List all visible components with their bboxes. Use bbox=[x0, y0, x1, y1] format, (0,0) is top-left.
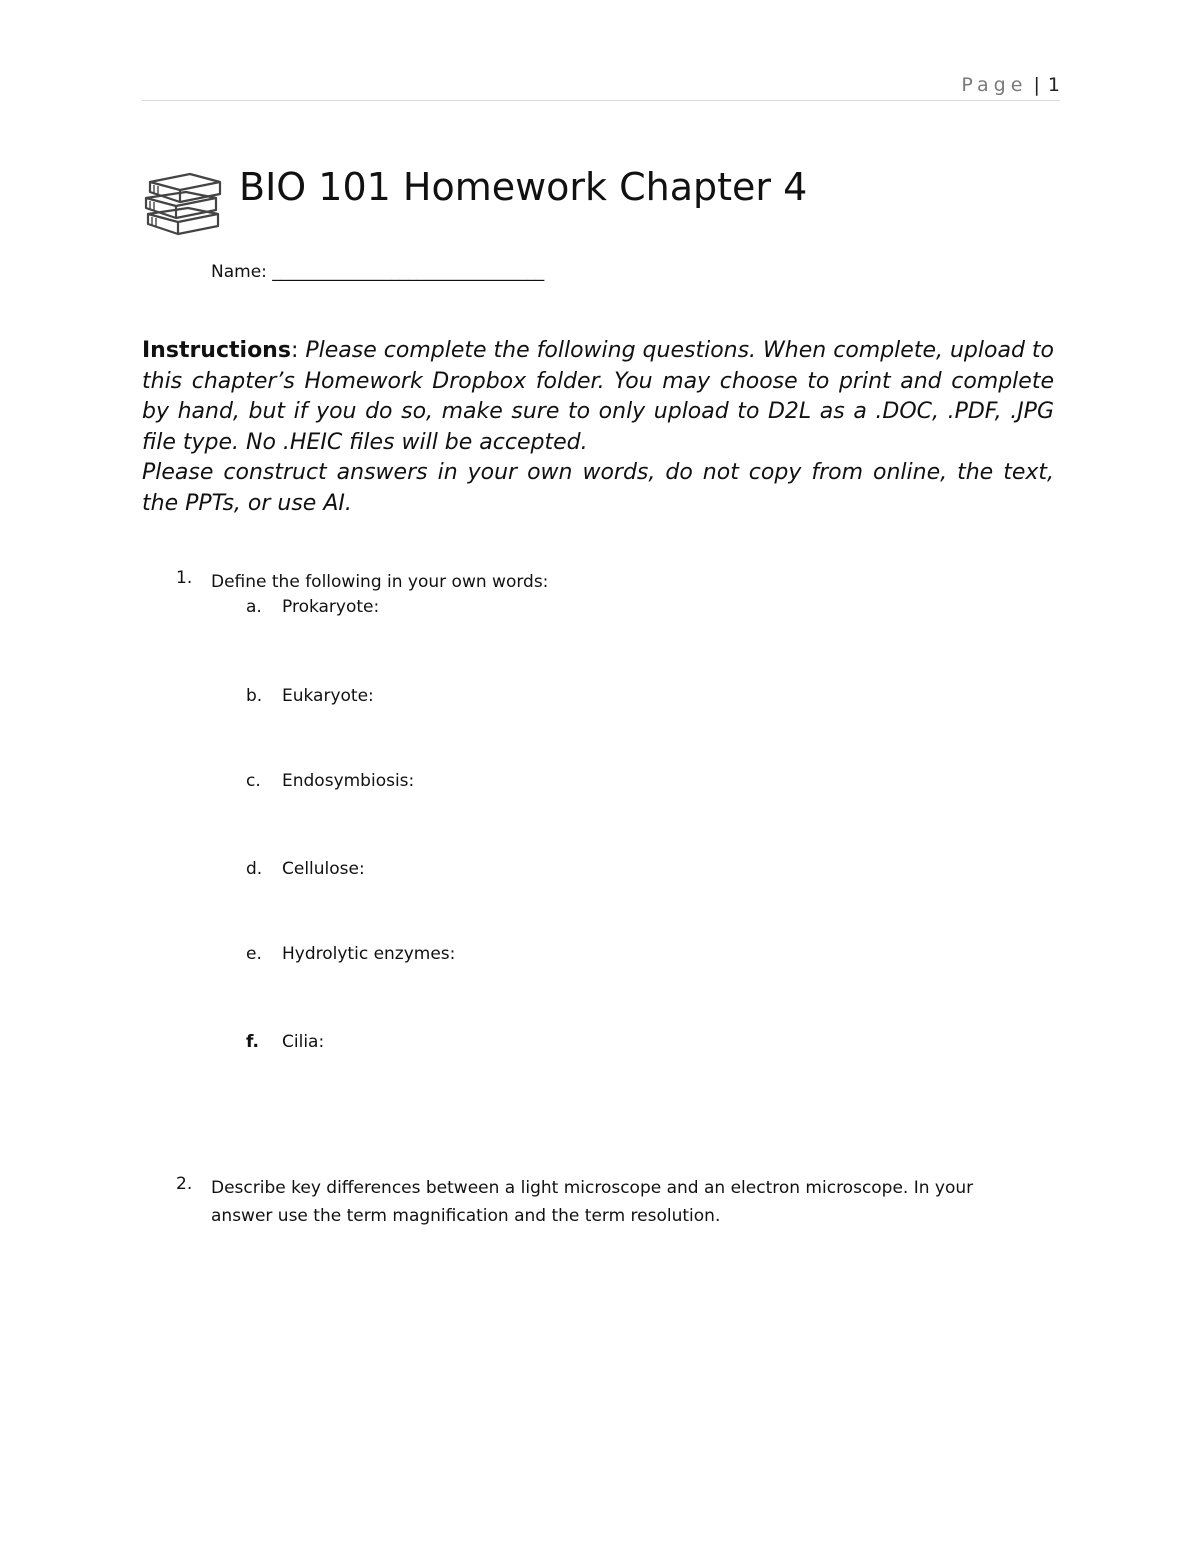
list-item-letter: e. bbox=[246, 944, 262, 964]
list-item-text: Cellulose: bbox=[282, 859, 365, 879]
instructions-paragraph-1 bbox=[142, 336, 1054, 458]
list-item bbox=[0, 686, 1200, 714]
list-item-text: Endosymbiosis: bbox=[282, 771, 415, 791]
list-item bbox=[0, 1032, 1200, 1060]
instructions-text-2: Please construct answers in your own words, do not copy from online, the text, the PPTs, or use AI. bbox=[142, 460, 1054, 516]
question-number: 2. bbox=[176, 1174, 193, 1194]
list-item-text: Eukaryote: bbox=[282, 686, 374, 706]
page-number-label bbox=[961, 74, 1060, 96]
name-blank-line: ________________________________ bbox=[272, 262, 545, 282]
instructions-heading: Instructions bbox=[142, 338, 291, 363]
page-number: 1 bbox=[1047, 74, 1060, 96]
list-item-text: Hydrolytic enzymes: bbox=[282, 944, 456, 964]
list-item bbox=[0, 859, 1200, 887]
question-2 bbox=[0, 1174, 1200, 1234]
list-item bbox=[0, 771, 1200, 799]
name-field bbox=[211, 262, 544, 282]
list-item-letter: c. bbox=[246, 771, 261, 791]
question-1 bbox=[0, 568, 1200, 598]
page-header bbox=[142, 70, 1060, 101]
question-text: Define the following in your own words: bbox=[211, 572, 549, 592]
list-item-letter: f. bbox=[246, 1032, 259, 1052]
list-item bbox=[0, 944, 1200, 972]
page-word: Page bbox=[961, 74, 1028, 96]
question-number: 1. bbox=[176, 568, 193, 588]
list-item-letter: a. bbox=[246, 597, 262, 617]
list-item bbox=[0, 597, 1200, 625]
instructions-text-1: Please complete the following questions. When complete, upload to this chapter’s Homework Dropbox folder. You may choose to print and complete by hand, but if you do so, make sure to only upload to D2L as a .DOC, .PDF, .JPG file type. No .HEIC files will be accepted. bbox=[142, 338, 1054, 455]
instructions-colon: : bbox=[290, 338, 299, 363]
list-item-text: Cilia: bbox=[282, 1032, 325, 1052]
document-title: BIO 101 Homework Chapter 4 bbox=[239, 165, 808, 209]
list-item-text: Prokaryote: bbox=[282, 597, 380, 617]
page-separator: | bbox=[1033, 74, 1040, 96]
list-item-letter: d. bbox=[246, 859, 263, 879]
name-label: Name: bbox=[211, 262, 267, 282]
books-stack-icon bbox=[142, 168, 222, 240]
instructions-block bbox=[142, 336, 1054, 519]
instructions-paragraph-2 bbox=[142, 458, 1054, 519]
list-item-letter: b. bbox=[246, 686, 263, 706]
question-text: Describe key differences between a light microscope and an electron microscope. In your answer use the term magnification and the term resolution. bbox=[211, 1178, 974, 1226]
